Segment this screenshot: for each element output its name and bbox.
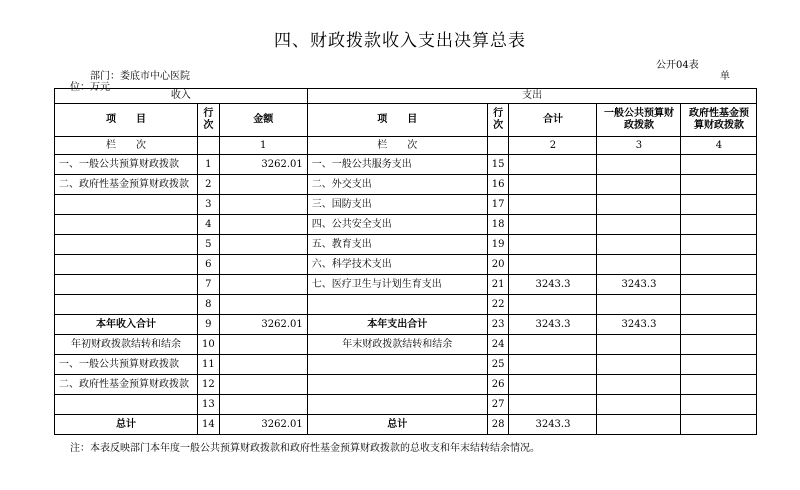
form-number: 公开04表 [656, 60, 699, 71]
gov-fund-cell [681, 255, 757, 275]
total-cell [509, 235, 597, 255]
general-budget-cell [597, 355, 681, 375]
income-amount-cell [219, 235, 307, 255]
table-row [55, 395, 757, 415]
general-budget-header: 一般公共预算财政拨款 [597, 104, 681, 137]
expense-row-no-cell: 28 [487, 415, 509, 435]
expense-row-no-cell: 20 [487, 255, 509, 275]
expense-row-no-cell: 18 [487, 215, 509, 235]
income-amount-cell [219, 375, 307, 395]
general-budget-cell: 3243.3 [597, 315, 681, 335]
expense-row-no-cell: 23 [487, 315, 509, 335]
expense-item-cell: 三、国防支出 [307, 195, 487, 215]
expense-item-cell: 四、公共安全支出 [307, 215, 487, 235]
total-cell: 3243.3 [509, 415, 597, 435]
table-row [55, 335, 757, 355]
gov-fund-cell [681, 295, 757, 315]
seq-2: 2 [509, 137, 597, 155]
gov-fund-cell [681, 195, 757, 215]
income-row-no-cell: 8 [198, 295, 220, 315]
income-amount-cell: 3262.01 [219, 315, 307, 335]
expense-row-no-cell: 21 [487, 275, 509, 295]
expense-item-cell: 年末财政拨款结转和结余 [307, 335, 487, 355]
table-row [55, 315, 757, 335]
income-row-no-header: 行次 [198, 104, 220, 137]
income-amount-cell [219, 255, 307, 275]
income-item-cell: 一、一般公共预算财政拨款 [55, 155, 198, 175]
expense-item-cell [307, 395, 487, 415]
general-budget-cell: 3243.3 [597, 275, 681, 295]
gov-fund-cell [681, 335, 757, 355]
table-row [55, 155, 757, 175]
income-row-no-cell: 12 [198, 375, 220, 395]
income-item-cell [55, 215, 198, 235]
income-item-cell: 一、一般公共预算财政拨款 [55, 355, 198, 375]
income-amount-cell [219, 355, 307, 375]
amount-header: 金额 [219, 104, 307, 137]
table-row [55, 255, 757, 275]
total-cell: 3243.3 [509, 315, 597, 335]
gov-fund-cell [681, 275, 757, 295]
seq-3: 3 [597, 137, 681, 155]
seq-blank-left [198, 137, 220, 155]
general-budget-cell [597, 175, 681, 195]
expense-item-cell [307, 375, 487, 395]
expense-header: 支出 [307, 89, 757, 104]
unit-line: 位：万元 [70, 82, 110, 93]
expense-row-no-cell: 24 [487, 335, 509, 355]
total-cell [509, 175, 597, 195]
income-row-no-cell: 2 [198, 175, 220, 195]
general-budget-cell [597, 395, 681, 415]
expense-row-no-cell: 15 [487, 155, 509, 175]
expense-item-header: 项 目 [307, 104, 487, 137]
expense-row-no-cell: 19 [487, 235, 509, 255]
income-item-cell: 年初财政拨款结转和结余 [55, 335, 198, 355]
table-title: 四、财政拨款收入支出决算总表 [274, 31, 526, 51]
income-item-cell [55, 295, 198, 315]
income-row-no-cell: 4 [198, 215, 220, 235]
income-row-no-cell: 7 [198, 275, 220, 295]
gov-fund-cell [681, 175, 757, 195]
expense-row-no-cell: 25 [487, 355, 509, 375]
total-cell [509, 375, 597, 395]
income-item-cell: 二、政府性基金预算财政拨款 [55, 375, 198, 395]
gov-fund-cell [681, 155, 757, 175]
income-item-cell [55, 255, 198, 275]
total-header: 合计 [509, 104, 597, 137]
income-row-no-cell: 10 [198, 335, 220, 355]
expense-row-no-cell: 16 [487, 175, 509, 195]
gov-fund-cell [681, 355, 757, 375]
expense-row-no-cell: 17 [487, 195, 509, 215]
seq-label-left: 栏 次 [55, 137, 198, 155]
expense-item-cell: 一、一般公共服务支出 [307, 155, 487, 175]
income-header: 收入 [55, 89, 308, 104]
table-row [55, 215, 757, 235]
income-item-header: 项 目 [55, 104, 198, 137]
table-row [55, 375, 757, 395]
income-row-no-cell: 14 [198, 415, 220, 435]
general-budget-cell [597, 415, 681, 435]
expense-item-cell [307, 355, 487, 375]
expense-item-cell [307, 295, 487, 315]
income-amount-cell [219, 215, 307, 235]
income-amount-cell: 3262.01 [219, 155, 307, 175]
income-item-cell: 二、政府性基金预算财政拨款 [55, 175, 198, 195]
general-budget-cell [597, 335, 681, 355]
general-budget-cell [597, 235, 681, 255]
income-item-cell: 本年收入合计 [55, 315, 198, 335]
total-cell [509, 335, 597, 355]
general-budget-cell [597, 295, 681, 315]
income-amount-cell [219, 295, 307, 315]
income-amount-cell: 3262.01 [219, 415, 307, 435]
income-item-cell [55, 195, 198, 215]
gov-fund-header: 政府性基金预算财政拨款 [681, 104, 757, 137]
general-budget-cell [597, 195, 681, 215]
table-row [55, 355, 757, 375]
total-cell [509, 155, 597, 175]
expense-row-no-cell: 27 [487, 395, 509, 415]
table-row [55, 235, 757, 255]
table-row [55, 275, 757, 295]
general-budget-cell [597, 215, 681, 235]
income-item-cell [55, 275, 198, 295]
expense-item-cell: 六、科学技术支出 [307, 255, 487, 275]
gov-fund-cell [681, 395, 757, 415]
header-group-row [55, 89, 757, 104]
income-amount-cell [219, 335, 307, 355]
general-budget-cell [597, 155, 681, 175]
seq-4: 4 [681, 137, 757, 155]
income-amount-cell [219, 395, 307, 415]
income-row-no-cell: 13 [198, 395, 220, 415]
income-amount-cell [219, 275, 307, 295]
income-row-no-cell: 3 [198, 195, 220, 215]
gov-fund-cell [681, 315, 757, 335]
budget-summary-table [54, 88, 757, 435]
seq-label-right: 栏 次 [307, 137, 487, 155]
income-amount-cell [219, 195, 307, 215]
general-budget-cell [597, 255, 681, 275]
total-cell [509, 215, 597, 235]
total-cell [509, 355, 597, 375]
total-cell [509, 395, 597, 415]
income-row-no-cell: 5 [198, 235, 220, 255]
gov-fund-cell [681, 375, 757, 395]
total-cell: 3243.3 [509, 275, 597, 295]
income-row-no-cell: 9 [198, 315, 220, 335]
gov-fund-cell [681, 415, 757, 435]
seq-blank-right [487, 137, 509, 155]
header-row [55, 104, 757, 137]
table-row [55, 415, 757, 435]
income-row-no-cell: 11 [198, 355, 220, 375]
table-row [55, 195, 757, 215]
total-cell [509, 195, 597, 215]
gov-fund-cell [681, 235, 757, 255]
income-item-cell: 总计 [55, 415, 198, 435]
table-row [55, 295, 757, 315]
expense-row-no-header: 行次 [487, 104, 509, 137]
footnote: 注：本表反映部门本年度一般公共预算财政拨款和政府性基金预算财政拨款的总收支和年末结转结余情况。 [70, 443, 540, 454]
expense-row-no-cell: 26 [487, 375, 509, 395]
income-item-cell [55, 395, 198, 415]
income-row-no-cell: 1 [198, 155, 220, 175]
expense-item-cell: 五、教育支出 [307, 235, 487, 255]
column-seq-row [55, 137, 757, 155]
expense-item-cell: 总计 [307, 415, 487, 435]
seq-1: 1 [219, 137, 307, 155]
income-row-no-cell: 6 [198, 255, 220, 275]
department-line: 部门：娄底市中心医院 [90, 71, 190, 82]
unit-line-tail: 单 [720, 71, 730, 82]
total-cell [509, 255, 597, 275]
gov-fund-cell [681, 215, 757, 235]
expense-row-no-cell: 22 [487, 295, 509, 315]
expense-item-cell: 七、医疗卫生与计划生育支出 [307, 275, 487, 295]
general-budget-cell [597, 375, 681, 395]
income-amount-cell [219, 175, 307, 195]
income-item-cell [55, 235, 198, 255]
expense-item-cell: 二、外交支出 [307, 175, 487, 195]
expense-item-cell: 本年支出合计 [307, 315, 487, 335]
table-row [55, 175, 757, 195]
total-cell [509, 295, 597, 315]
